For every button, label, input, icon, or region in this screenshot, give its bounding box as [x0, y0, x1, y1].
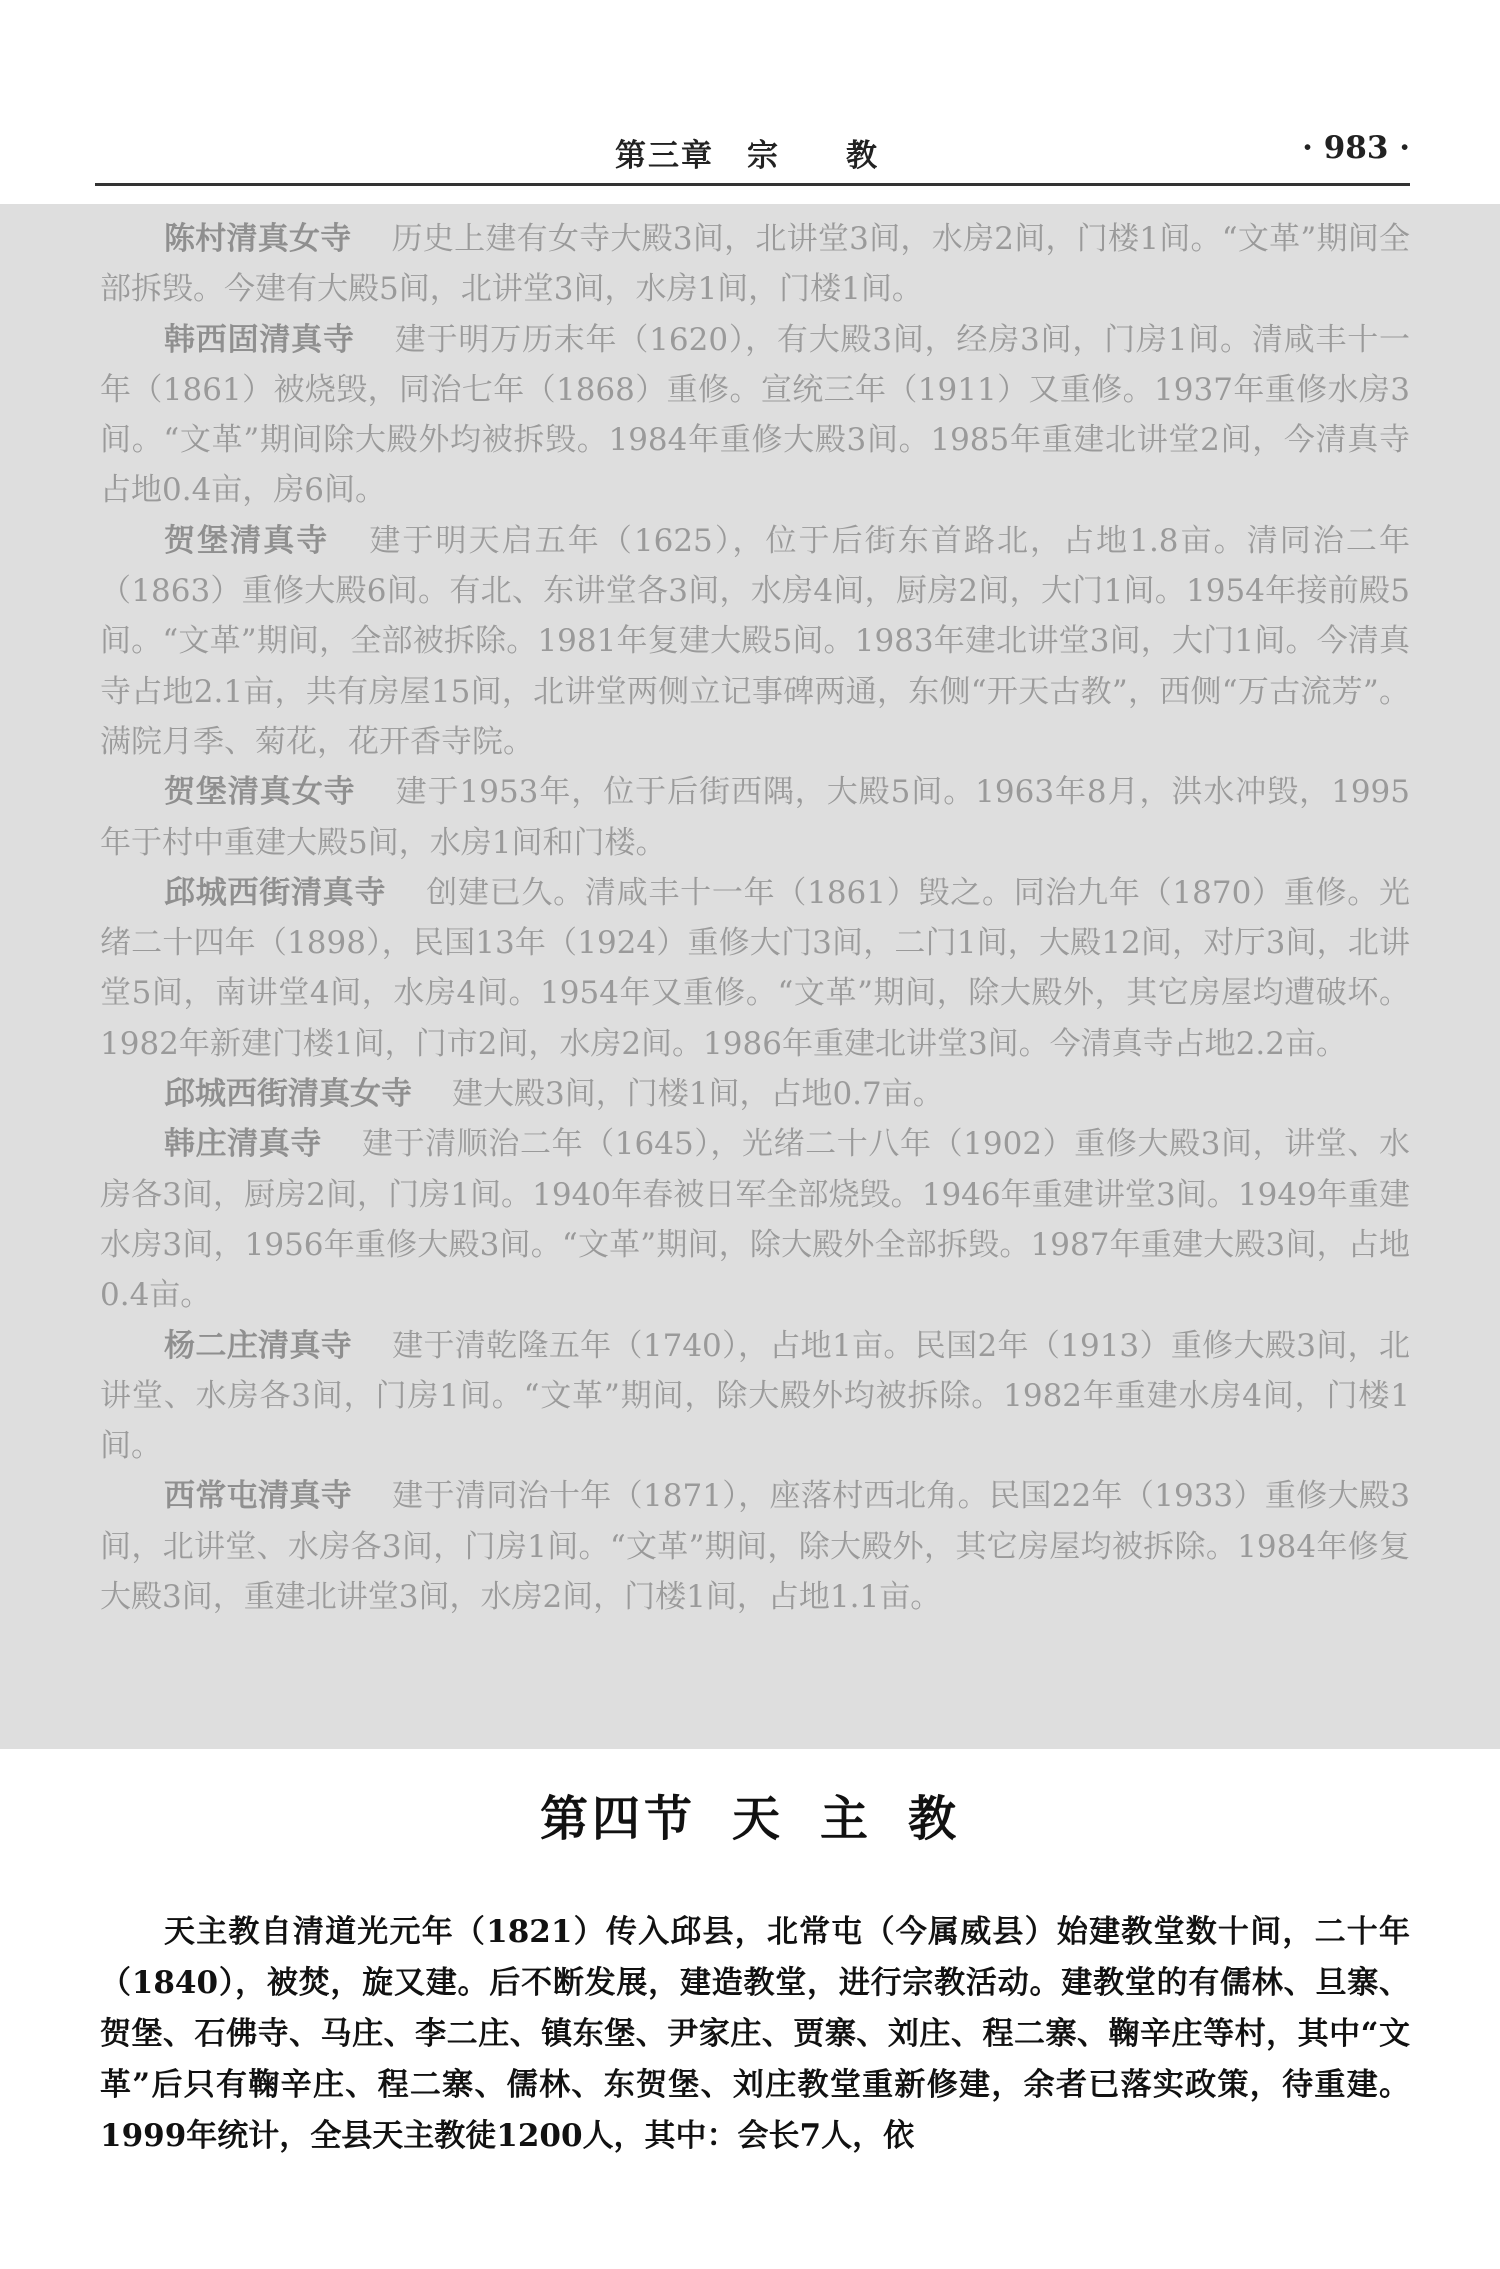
entry-text: 建于清同治十年（1871），座落村西北角。民国22年（1933）重修大殿3间，北讲堂、水房各3间，门房1间。“文革”期间，除大殿外，其它房屋均被拆除。1984年修复大殿3间，重建北讲堂3间，水房2间，门楼1间，占地1.1亩。 — [100, 1478, 1411, 1616]
entry-text: 创建已久。清咸丰十一年（1861）毁之。同治九年（1870）重修。光绪二十四年（1898），民国13年（1924）重修大门3间，二门1间，大殿12间，对厅3间，北讲堂5间，南讲堂4间，水房4间。1954年又重修。“文革”期间，除大殿外，其它房屋均遭破坏。1982年新建门楼1间，门市2间，水房2间。1986年重建北讲堂3间。今清真寺占地2.2亩。 — [100, 874, 1410, 1062]
entry — [100, 516, 1410, 767]
entry-title: 西常屯清真寺 — [164, 1478, 353, 1515]
entry — [100, 1321, 1410, 1472]
entry — [100, 1069, 1410, 1119]
entry-title: 韩西固清真寺 — [164, 321, 355, 358]
header-rule — [95, 183, 1410, 186]
entry — [100, 315, 1410, 516]
entry — [100, 1471, 1410, 1622]
entry-title: 贺堡清真寺 — [164, 522, 330, 559]
entry-title: 贺堡清真女寺 — [164, 774, 356, 811]
chapter-title: 第三章 宗 教 — [615, 138, 879, 174]
section-word: 教 — [908, 1791, 961, 1847]
entry-title: 杨二庄清真寺 — [164, 1327, 353, 1364]
entry-text: 建于明天启五年（1625），位于后街东首路北，占地1.8亩。清同治二年（1863）重修大殿6间。有北、东讲堂各3间，水房4间，厨房2间，大门1间。1954年接前殿5间。“文革”期间，全部被拆除。1981年复建大殿5间。1983年建北讲堂3间，大门1间。今清真寺占地2.1亩，共有房屋15间，北讲堂两侧立记事碑两通，东侧“开天古教”，西侧“万古流芳”。满院月季、菊花，花开香寺院。 — [100, 522, 1410, 760]
entry — [100, 868, 1410, 1069]
entry-text: 建于清乾隆五年（1740），占地1亩。民国2年（1913）重修大殿3间，北讲堂、水房各3间，门房1间。“文革”期间，除大殿外均被拆除。1982年重建水房4间，门楼1间。 — [100, 1327, 1411, 1465]
running-header — [95, 130, 1410, 180]
entry-text: 建于1953年，位于后街西隅，大殿5间。1963年8月，洪水冲毁，1995年于村中重建大殿5间，水房1间和门楼。 — [100, 774, 1411, 861]
entry-text: 建于清顺治二年（1645），光绪二十八年（1902）重修大殿3间，讲堂、水房各3间，厨房2间，门房1间。1940年春被日军全部烧毁。1946年重建讲堂3间。1949年重建水房3间，1956年重修大殿3间。“文革”期间，除大殿外全部拆毁。1987年重建大殿3间，占地0.4亩。 — [100, 1126, 1410, 1314]
entry-title: 陈村清真女寺 — [164, 221, 352, 257]
entry-text: 历史上建有女寺大殿3间，北讲堂3间，水房2间，门楼1间。“文革”期间全部拆毁。今建有大殿5间，北讲堂3间，水房1间，门楼1间。 — [100, 221, 1410, 308]
section-word: 主 — [820, 1791, 873, 1847]
section-word: 天 — [731, 1791, 784, 1847]
entry — [100, 767, 1410, 868]
entry-text: 建大殿3间，门楼1间，占地0.7亩。 — [452, 1076, 944, 1113]
entry — [100, 1119, 1410, 1320]
entry — [100, 214, 1410, 315]
entry-title: 邱城西街清真寺 — [164, 874, 387, 911]
page-number: · 983 · — [1302, 130, 1410, 166]
entry-text: 建于明万历末年（1620），有大殿3间，经房3间，门房1间。清咸丰十一年（1861）被烧毁，同治七年（1868）重修。宣统三年（1911）又重修。1937年重修水房3间。“文革”期间除大殿外均被拆毁。1984年重修大殿3间。1985年重建北讲堂2间，今清真寺占地0.4亩，房6间。 — [100, 321, 1411, 509]
mosque-entries — [100, 214, 1410, 1622]
catholicism-paragraph: 天主教自清道光元年（1821）传入邱县，北常屯（今属威县）始建教堂数十间，二十年（1840），被焚，旋又建。后不断发展，建造教堂，进行宗教活动。建教堂的有儒林、旦寨、贺堡、石佛寺、马庄、李二庄、镇东堡、尹家庄、贾寨、刘庄、程二寨、鞠辛庄等村，其中“文革”后只有鞠辛庄、程二寨、儒林、东贺堡、刘庄教堂重新修建，余者已落实政策，待重建。1999年统计，全县天主教徒1200人，其中：会长7人，依 — [100, 1914, 1410, 2154]
entry-title: 邱城西街清真女寺 — [164, 1076, 412, 1113]
section-number: 第四节 — [539, 1791, 696, 1847]
entry-title: 韩庄清真寺 — [164, 1126, 322, 1163]
section-heading — [0, 1780, 1500, 1849]
